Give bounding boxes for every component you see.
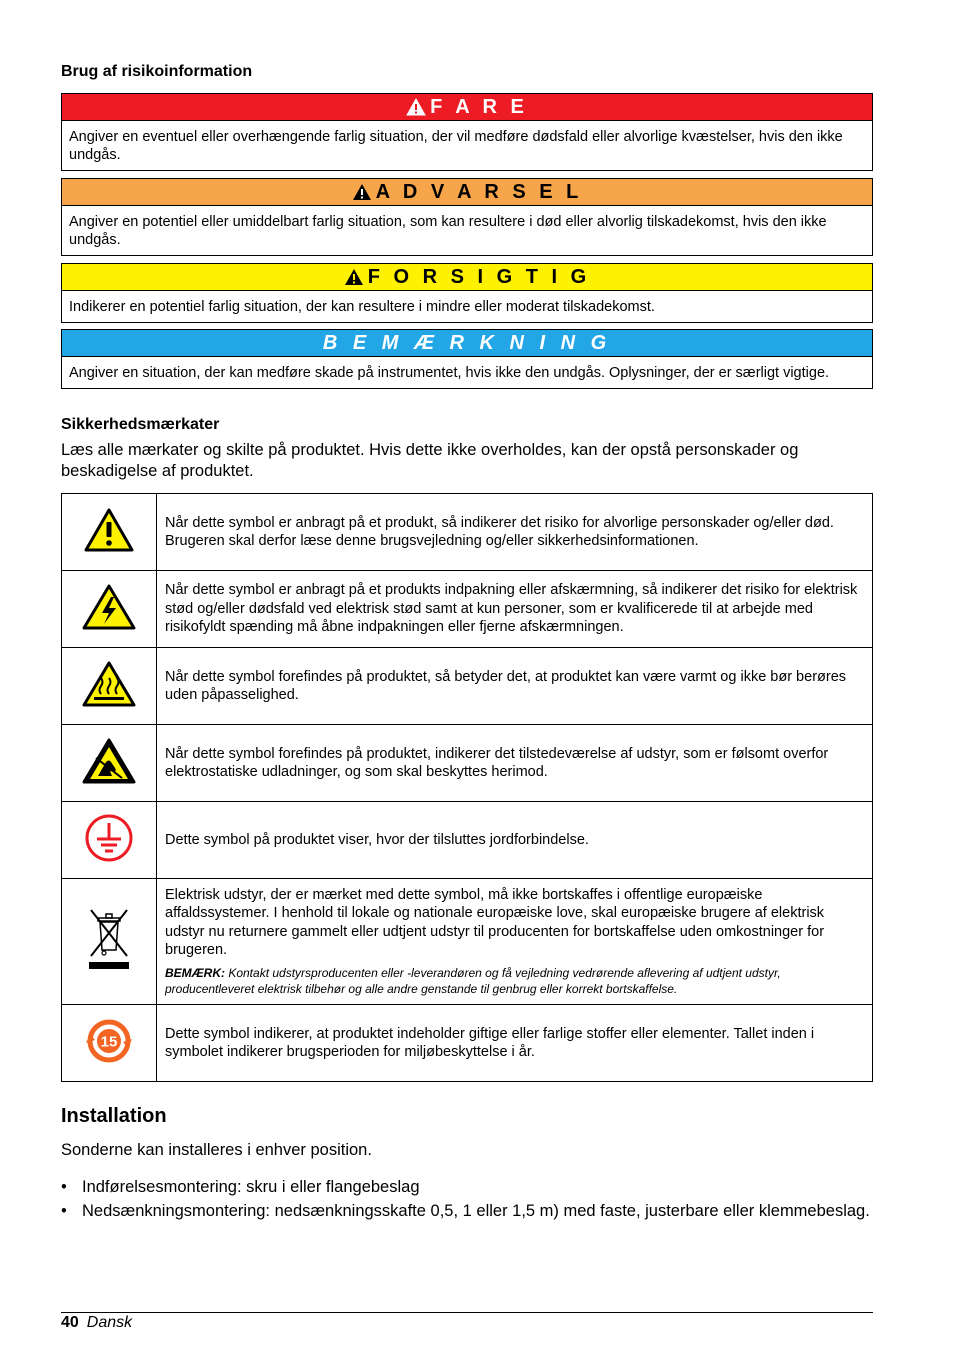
- efup-15-icon: [84, 1016, 134, 1066]
- general-warning-icon: [84, 508, 134, 552]
- footer-language: Dansk: [86, 1314, 133, 1331]
- notice-title: B E M Æ R K N I N G: [322, 331, 612, 354]
- bullet-icon: •: [61, 1202, 67, 1220]
- table-row: [62, 802, 873, 879]
- protective-earth-icon: [84, 813, 134, 863]
- symbols-table: [61, 493, 873, 1082]
- footer-divider: [61, 1312, 873, 1313]
- warning-text: Angiver en potentiel eller umiddelbart farlig situation, som kan resultere i død eller alvorlig tilskadekomst, hvis den ikke undgås.: [69, 214, 827, 248]
- electric-shock-icon: [82, 584, 136, 630]
- bullet-icon: •: [61, 1178, 67, 1196]
- notice-title-bar: [62, 330, 872, 357]
- efup-number: 15: [100, 1033, 118, 1050]
- symbol-description: Når dette symbol er anbragt på et produkt, så indikerer det risiko for alvorlige personskader og/eller død. Brugeren skal derfor læse denne brugsvejledning og/eller sikkerhedsinformationen.: [157, 494, 873, 571]
- list-item-text: Nedsænkningsmontering: nedsænkningsskafte 0,5, 1 eller 1,5 m) med faste, justerbare eller klemmebeslag.: [82, 1202, 870, 1220]
- warning-title: A D V A R S E L: [375, 180, 583, 203]
- table-row: [62, 1005, 873, 1082]
- symbol-description: Når dette symbol er anbragt på et produkts indpakning eller afskærmning, så indikerer det risiko for elektrisk stød og/eller dødsfald ved elektrisk stød samt at kun personer, som er kvalificerede til at arbejde med risikofyldt spænding må åbne indpakningen eller fjerne afskærmningen.: [157, 571, 873, 648]
- hot-surface-icon: [82, 661, 136, 707]
- installation-text: Sonderne kan installeres i enhver position.: [61, 1141, 372, 1159]
- list-item-text: Indførelsesmontering: skru i eller flangebeslag: [82, 1178, 420, 1196]
- danger-title: F A R E: [430, 95, 528, 118]
- notice-box: [61, 329, 873, 389]
- symbol-description: Dette symbol på produktet viser, hvor der tilsluttes jordforbindelse.: [157, 802, 873, 879]
- page-number: 40: [61, 1314, 79, 1331]
- list-item: [61, 1201, 873, 1222]
- warning-title-bar: [62, 179, 872, 206]
- symbol-description: Når dette symbol forefindes på produktet, så betyder det, at produktet kan være varmt og ikke bør berøres uden påpasselighed.: [157, 648, 873, 725]
- table-row: [62, 571, 873, 648]
- danger-box: [61, 93, 873, 171]
- symbol-description: Dette symbol indikerer, at produktet indeholder giftige eller farlige stoffer eller elementer. Tallet inden i symbolet indikerer brugsperioden for miljøbeskyttelse i år.: [157, 1005, 873, 1082]
- note: [165, 965, 864, 997]
- symbol-description: Når dette symbol forefindes på produktet, indikerer det tilstedeværelse af udstyr, som er følsomt overfor elektrostatiske udladninger, og som skal beskyttes herimod.: [157, 725, 873, 802]
- risk-info-heading: Brug af risikoinformation: [61, 63, 253, 80]
- danger-text: Angiver en eventuel eller overhængende farlig situation, der vil medføre dødsfald eller alvorlige kvæstelser, hvis den ikke undgås.: [69, 129, 843, 163]
- caution-text: Indikerer en potentiel farlig situation, der kan resultere i mindre eller moderat tilskadekomst.: [69, 299, 655, 315]
- installation-heading: Installation: [61, 1105, 167, 1127]
- table-row: [62, 725, 873, 802]
- weee-bin-icon: [87, 906, 131, 972]
- warning-triangle-icon: [406, 98, 426, 116]
- warning-box: [61, 178, 873, 256]
- esd-icon: [82, 738, 136, 784]
- caution-title-bar: [62, 264, 872, 291]
- note-text: Kontakt udstyrsproducenten eller -leverandøren og få vejledning vedrørende aflevering af udtjent udstyr, producentleveret elektrisk tilbehør og alle andre genstande til genbrug eller korrekt bortskaffelse.: [165, 966, 781, 997]
- warning-triangle-icon: [352, 183, 372, 201]
- installation-list: [61, 1177, 873, 1225]
- caution-title: F O R S I G T I G: [367, 265, 591, 288]
- danger-title-bar: [62, 94, 872, 121]
- table-row: [62, 494, 873, 571]
- notice-text: Angiver en situation, der kan medføre skade på instrumentet, hvis ikke den undgås. Oplysninger, der er særligt vigtige.: [69, 365, 830, 381]
- list-item: [61, 1177, 873, 1198]
- safety-labels-intro: Læs alle mærkater og skilte på produktet. Hvis dette ikke overholdes, kan der opstå personskader og beskadigelse af produktet.: [61, 441, 799, 480]
- caution-box: [61, 263, 873, 323]
- symbol-description: Elektrisk udstyr, der er mærket med dette symbol, må ikke bortskaffes i offentlige europæiske affaldssystemer. I henhold til lokale og nationale europæiske love, skal europæiske brugere af elektrisk udstyr nu returnere gammelt eller udtjent udstyr til producenten for bortskaffelse uden omkostninger for brugeren.: [165, 886, 825, 958]
- footer: [61, 1314, 132, 1332]
- table-row: [62, 879, 873, 1005]
- safety-labels-heading: Sikkerhedsmærkater: [61, 416, 220, 433]
- warning-triangle-icon: [344, 268, 364, 286]
- note-label: BEMÆRK:: [165, 966, 225, 981]
- symbol-description-weee: [157, 879, 873, 1005]
- table-row: [62, 648, 873, 725]
